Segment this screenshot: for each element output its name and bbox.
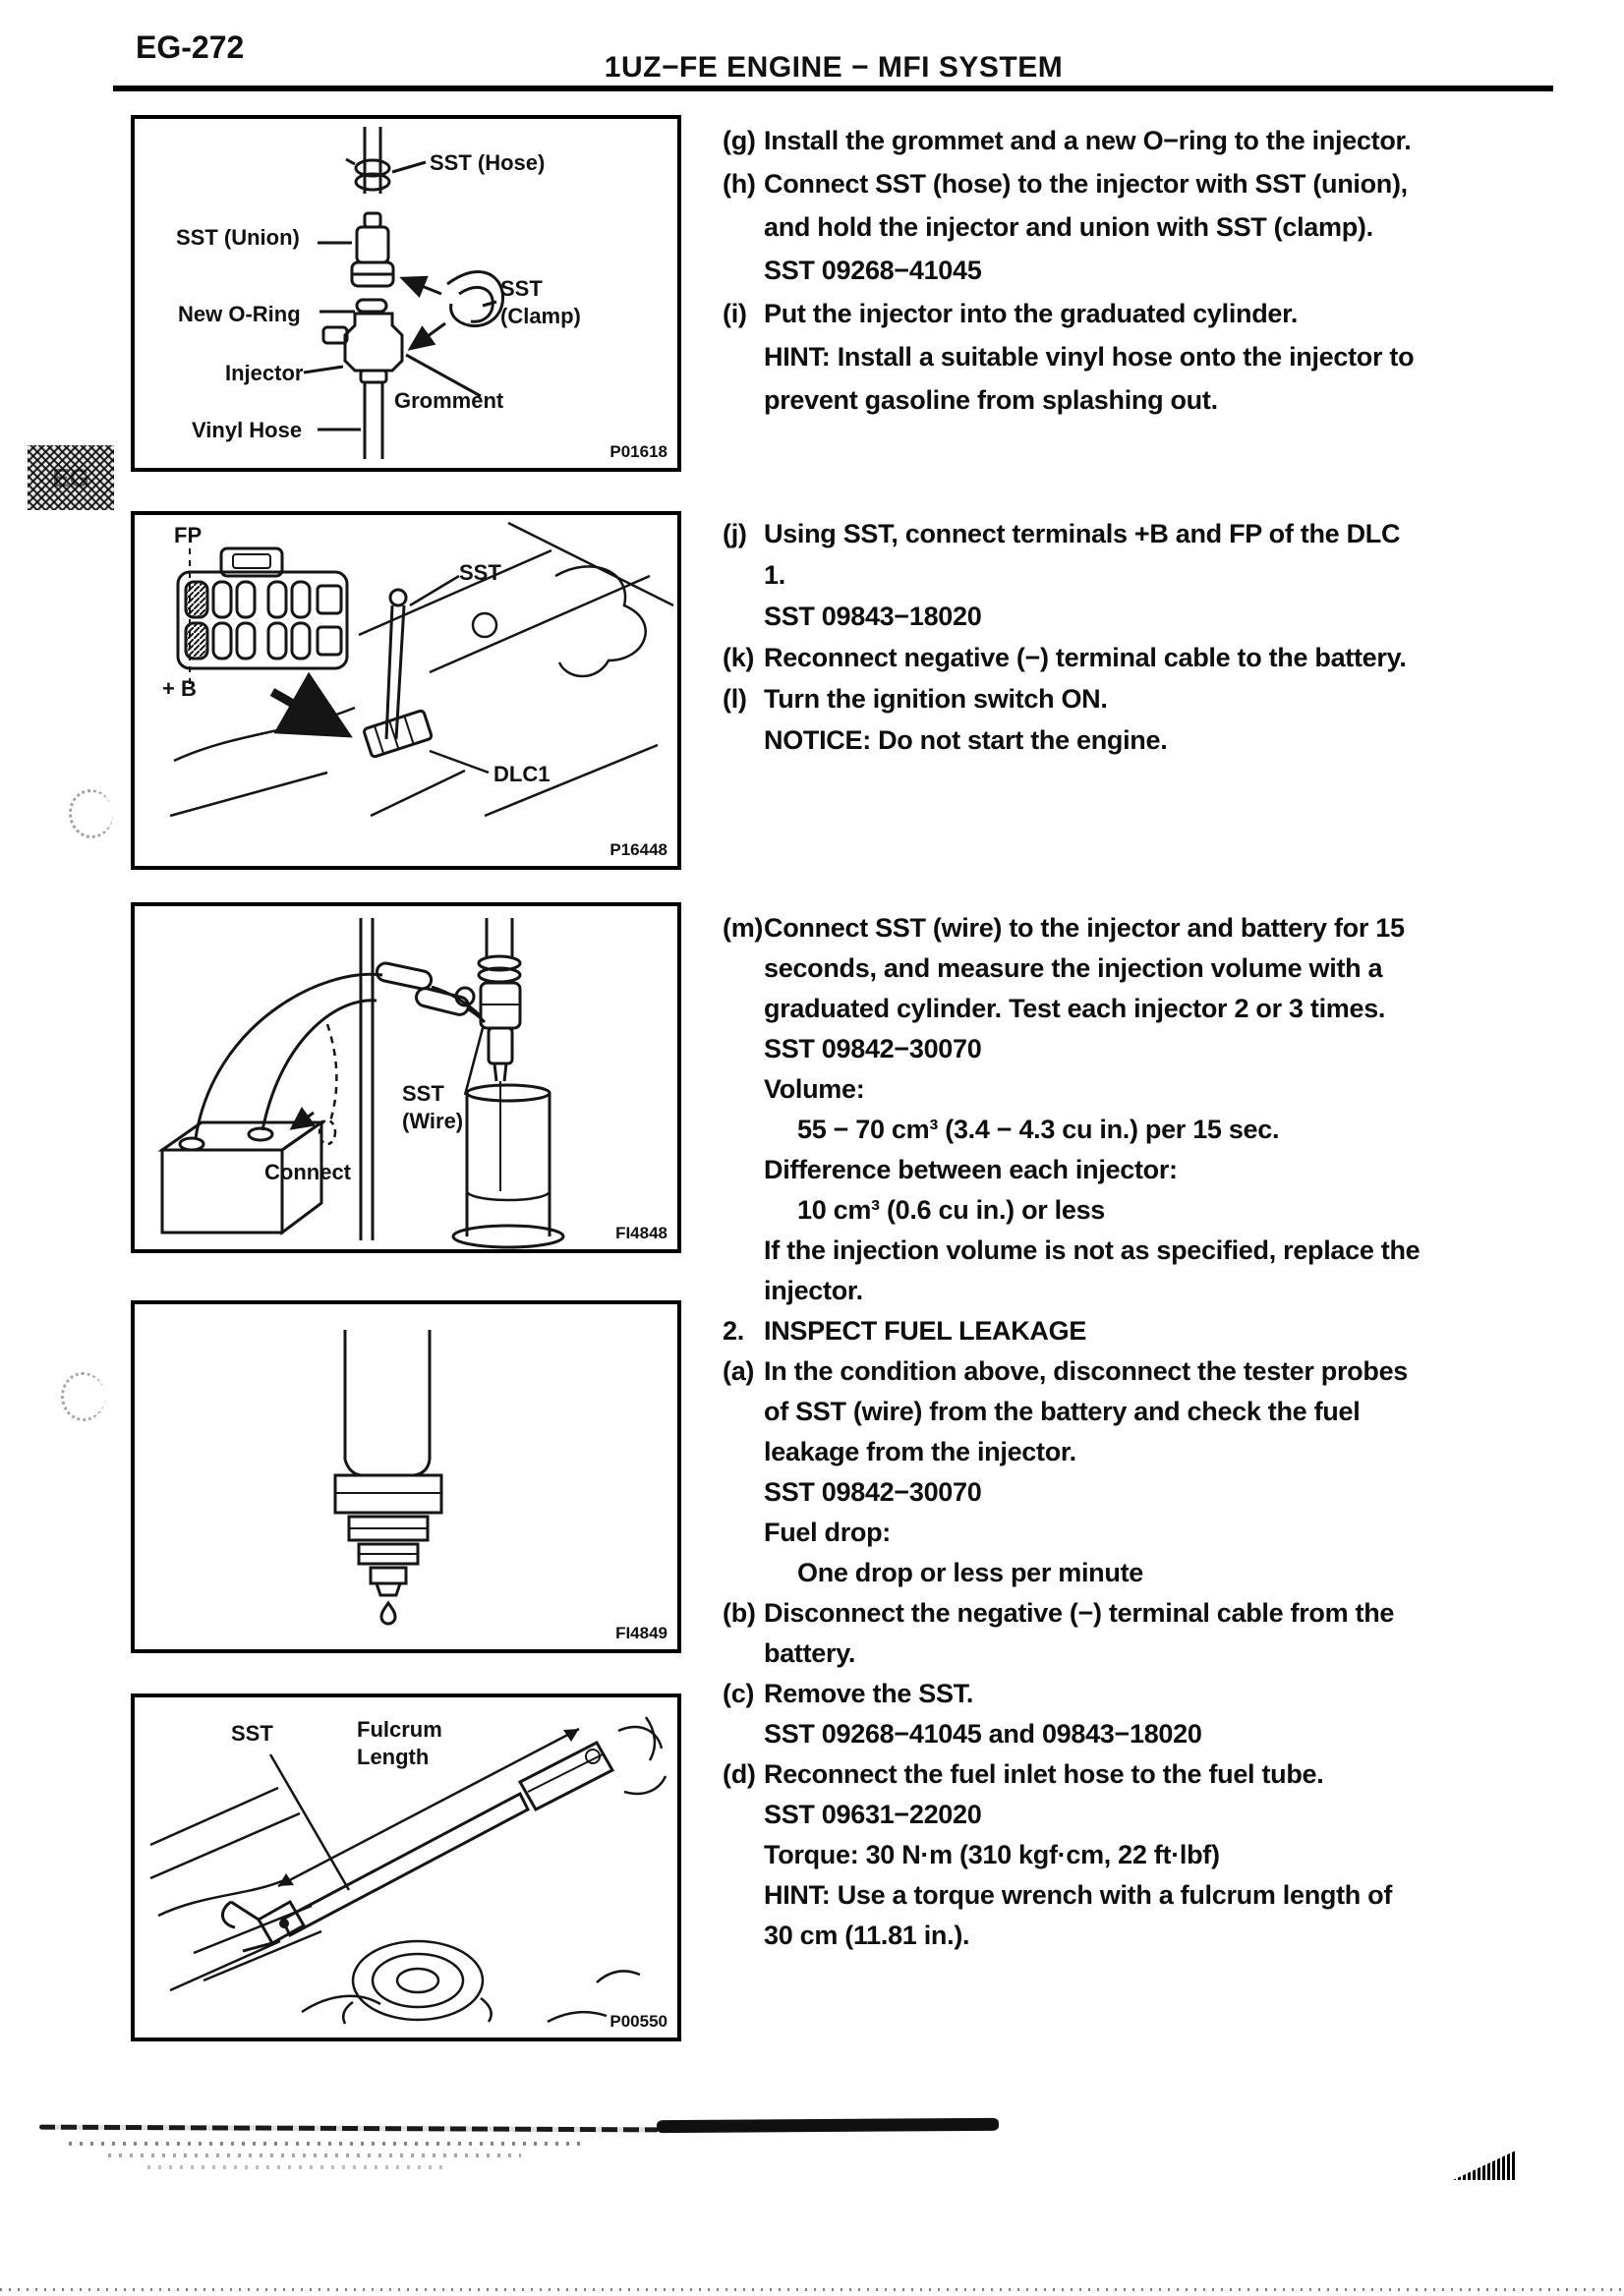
step-marker <box>723 1110 764 1150</box>
procedure-text-line <box>723 1432 1529 1472</box>
procedure-text-line <box>723 1392 1529 1432</box>
procedure-text-line <box>723 1271 1529 1311</box>
label-sst-wire-1: SST <box>402 1081 444 1106</box>
procedure-text-line <box>723 1835 1529 1875</box>
dlc1-illustration <box>135 515 677 866</box>
step-marker: (c) <box>723 1679 755 1708</box>
step-marker <box>723 596 764 637</box>
header-rule <box>113 86 1553 91</box>
procedure-step-line <box>723 1674 1529 1714</box>
step-marker: (i) <box>723 299 747 328</box>
step-marker: (a) <box>723 1356 755 1386</box>
step-text: Turn the ignition switch ON. <box>764 684 1108 714</box>
procedure-text-line <box>723 1795 1529 1835</box>
label-plus-b-terminal: + B <box>162 676 197 701</box>
procedure-text-line <box>723 989 1529 1029</box>
step-text: prevent gasoline from splashing out. <box>764 385 1218 415</box>
step-text: 30 cm (11.81 in.). <box>764 1921 970 1950</box>
label-grommet: Gromment <box>394 388 504 413</box>
step-text: Connect SST (wire) to the injector and battery for 15 <box>764 913 1405 943</box>
step-text: Reconnect the fuel inlet hose to the fuel tube. <box>764 1759 1324 1789</box>
procedure-text-line <box>723 596 1529 637</box>
procedure-step-line <box>723 908 1529 948</box>
label-fp-terminal: FP <box>174 523 203 547</box>
procedure-text-line <box>723 948 1529 989</box>
step-text: INSPECT FUEL LEAKAGE <box>764 1316 1087 1346</box>
step-marker <box>723 335 764 378</box>
procedure-text-line <box>723 1069 1529 1110</box>
procedure-step-line <box>723 1311 1529 1351</box>
label-vinyl-hose: Vinyl Hose <box>192 418 303 442</box>
step-text: Install the grommet and a new O−ring to the injector. <box>764 126 1412 155</box>
step-marker: (k) <box>723 643 755 672</box>
figure-code: P00550 <box>609 2012 667 2031</box>
procedure-text-line <box>723 1634 1529 1674</box>
procedure-step-line <box>723 678 1529 719</box>
step-text: 1. <box>764 560 785 590</box>
step-marker <box>723 1231 764 1271</box>
step-marker: 2. <box>723 1316 744 1346</box>
step-text: SST 09843−18020 <box>764 602 982 631</box>
procedure-step-line <box>723 1351 1529 1392</box>
procedure-text-line <box>723 1231 1529 1271</box>
step-marker <box>723 989 764 1029</box>
step-text: battery. <box>764 1638 856 1668</box>
step-text: injector. <box>764 1276 863 1305</box>
page-number: EG-272 <box>136 29 245 65</box>
step-marker <box>723 719 764 761</box>
procedure-step-line <box>723 1754 1529 1795</box>
step-text: Fuel drop: <box>764 1518 891 1547</box>
step-marker: (d) <box>723 1759 756 1789</box>
figure-torque-wrench <box>131 1693 681 2041</box>
step-marker: (b) <box>723 1598 756 1628</box>
procedure-text-line <box>723 554 1529 596</box>
step-text: HINT: Use a torque wrench with a fulcrum length of <box>764 1880 1393 1910</box>
procedure-step-line <box>723 637 1529 678</box>
scan-artifact-smudge <box>657 2118 999 2133</box>
step-text: Torque: 30 N·m (310 kgf·cm, 22 ft·lbf) <box>764 1840 1220 1869</box>
step-text: Reconnect negative (−) terminal cable to the battery. <box>764 643 1407 672</box>
step-text: Using SST, connect terminals +B and FP of the DLC <box>764 519 1401 548</box>
step-text: SST 09842−30070 <box>764 1034 982 1063</box>
step-marker: (m) <box>723 913 764 943</box>
step-text: In the condition above, disconnect the tester probes <box>764 1356 1408 1386</box>
figure-sst-wire-battery <box>131 902 681 1253</box>
step-marker: (g) <box>723 126 756 155</box>
scan-artifact-dots <box>69 2142 580 2146</box>
step-marker <box>723 1271 764 1311</box>
step-text: Difference between each injector: <box>764 1155 1178 1184</box>
label-sst-clamp-2: (Clamp) <box>500 304 581 328</box>
step-text: SST 09631−22020 <box>764 1800 982 1829</box>
procedure-text-line <box>723 1150 1529 1190</box>
step-text: Put the injector into the graduated cylinder. <box>764 299 1299 328</box>
procedure-steps-m-and-section2 <box>723 908 1529 1956</box>
step-marker <box>723 1634 764 1674</box>
scan-artifact-dots <box>147 2165 442 2169</box>
figure-injector-sst-assembly <box>131 115 681 472</box>
step-marker <box>723 1150 764 1190</box>
procedure-text-line <box>723 378 1529 422</box>
scan-artifact-wedge <box>1453 2151 1516 2180</box>
step-text: Disconnect the negative (−) terminal cable from the <box>764 1598 1395 1628</box>
step-text: NOTICE: Do not start the engine. <box>764 725 1168 755</box>
step-marker: (l) <box>723 684 747 714</box>
step-marker <box>723 554 764 596</box>
step-marker: (h) <box>723 169 756 199</box>
step-marker: (j) <box>723 519 747 548</box>
scan-artifact-dots <box>108 2153 521 2157</box>
procedure-step-line <box>723 162 1529 205</box>
label-sst-clamp-1: SST <box>500 276 543 301</box>
step-text: HINT: Install a suitable vinyl hose onto the injector to <box>764 342 1415 372</box>
injector-assembly-illustration <box>135 119 677 468</box>
figure-code: P16448 <box>609 840 667 859</box>
procedure-text-line <box>723 249 1529 292</box>
procedure-text-line <box>723 1190 1529 1231</box>
step-text: graduated cylinder. Test each injector 2 or 3 times. <box>764 994 1386 1023</box>
step-text: SST 09268−41045 <box>764 256 982 285</box>
label-sst-wire-2: (Wire) <box>402 1109 464 1133</box>
step-text: and hold the injector and union with SST (clamp). <box>764 212 1373 242</box>
step-marker <box>723 1069 764 1110</box>
step-marker <box>723 948 764 989</box>
section-tab-label: EG <box>52 462 89 492</box>
label-injector: Injector <box>225 361 304 385</box>
step-text: SST 09842−30070 <box>764 1477 982 1507</box>
step-marker <box>723 1875 764 1916</box>
label-fulcrum-length-2: Length <box>357 1745 430 1769</box>
figure-code: FI4848 <box>615 1224 667 1242</box>
step-text: Volume: <box>764 1074 865 1104</box>
procedure-text-line <box>723 335 1529 378</box>
procedure-text-line <box>723 1029 1529 1069</box>
step-marker <box>723 1835 764 1875</box>
procedure-text-line <box>723 1916 1529 1956</box>
figure-injector-fuel-drop <box>131 1300 681 1653</box>
figure-code: P01618 <box>609 442 667 461</box>
scan-artifact-arc <box>59 1370 106 1422</box>
step-marker <box>723 1714 764 1754</box>
figure-code: FI4849 <box>615 1624 667 1642</box>
procedure-step-line <box>723 119 1529 162</box>
step-text: SST 09268−41045 and 09843−18020 <box>764 1719 1202 1749</box>
step-marker <box>723 249 764 292</box>
label-sst-union: SST (Union) <box>176 225 300 250</box>
section-tab-eg <box>28 445 114 510</box>
procedure-steps-j-l <box>723 513 1529 761</box>
procedure-text-line <box>723 1472 1529 1513</box>
procedure-text-line <box>723 1553 1529 1593</box>
step-marker <box>723 1553 764 1593</box>
step-marker <box>723 205 764 249</box>
procedure-step-line <box>723 1593 1529 1634</box>
figure-dlc1-sst-jumper <box>131 511 681 870</box>
fuel-leakage-illustration <box>135 1304 677 1649</box>
step-marker <box>723 378 764 422</box>
procedure-text-line <box>723 1513 1529 1553</box>
step-text: seconds, and measure the injection volume with a <box>764 953 1383 983</box>
procedure-step-line <box>723 292 1529 335</box>
scan-artifact-smudge <box>39 2125 659 2133</box>
step-text: If the injection volume is not as specified, replace the <box>764 1235 1421 1265</box>
step-text: 55 − 70 cm³ (3.4 − 4.3 cu in.) per 15 sec. <box>797 1115 1280 1144</box>
step-marker <box>723 1472 764 1513</box>
step-marker <box>723 1029 764 1069</box>
procedure-text-line <box>723 1714 1529 1754</box>
procedure-step-line <box>723 513 1529 554</box>
page-title: 1UZ−FE ENGINE − MFI SYSTEM <box>604 51 1064 84</box>
label-sst-hose: SST (Hose) <box>430 150 546 175</box>
procedure-text-line <box>723 1110 1529 1150</box>
label-sst: SST <box>459 560 501 585</box>
step-text: Connect SST (hose) to the injector with SST (union), <box>764 169 1408 199</box>
step-marker <box>723 1190 764 1231</box>
procedure-text-line <box>723 205 1529 249</box>
step-text: 10 cm³ (0.6 cu in.) or less <box>797 1195 1106 1225</box>
step-marker <box>723 1916 764 1956</box>
procedure-steps-g-i <box>723 119 1529 422</box>
procedure-text-line <box>723 719 1529 761</box>
label-dlc1: DLC1 <box>493 762 551 786</box>
step-marker <box>723 1795 764 1835</box>
step-text: leakage from the injector. <box>764 1437 1076 1466</box>
step-marker <box>723 1432 764 1472</box>
step-text: Remove the SST. <box>764 1679 974 1708</box>
procedure-text-line <box>723 1875 1529 1916</box>
step-marker <box>723 1513 764 1553</box>
label-connect: Connect <box>264 1160 351 1184</box>
label-new-o-ring: New O-Ring <box>178 302 301 326</box>
step-text: of SST (wire) from the battery and check the fuel <box>764 1397 1361 1426</box>
scan-artifact-arc <box>66 786 117 841</box>
step-marker <box>723 1392 764 1432</box>
label-fulcrum-length-1: Fulcrum <box>357 1717 442 1742</box>
injection-volume-illustration <box>135 906 677 1249</box>
label-sst: SST <box>231 1721 273 1746</box>
step-text: One drop or less per minute <box>797 1558 1143 1587</box>
scan-artifact-dotted-line <box>0 2288 1624 2291</box>
